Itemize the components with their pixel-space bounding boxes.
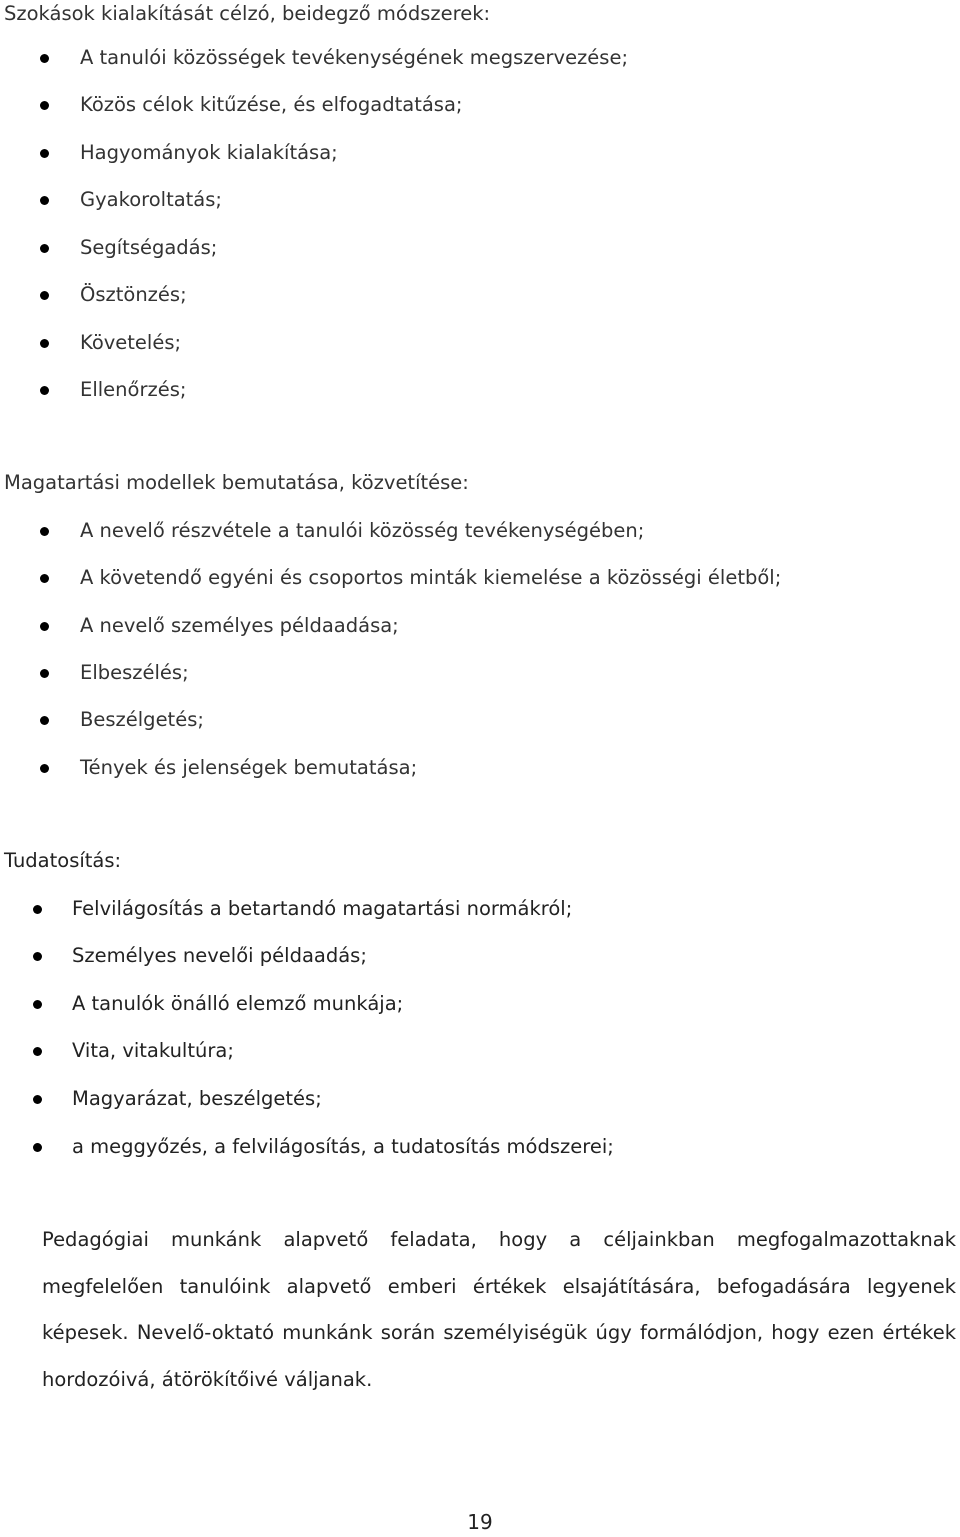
bullet-icon <box>40 527 49 536</box>
list-item-text: Gyakoroltatás; <box>80 188 222 211</box>
list-item-text: Beszélgetés; <box>80 708 204 731</box>
list-item-text: Tények és jelenségek bemutatása; <box>80 756 418 779</box>
bullet-icon <box>40 339 49 348</box>
bullet-icon <box>40 149 49 158</box>
bullet-icon <box>33 952 42 961</box>
list-item-text: Hagyományok kialakítása; <box>80 141 338 164</box>
bullet-icon <box>40 196 49 205</box>
bullet-icon <box>40 386 49 395</box>
list-item-text: A nevelő részvétele a tanulói közösség tevékenységében; <box>80 519 645 542</box>
list-item-text: Elbeszélés; <box>80 661 189 684</box>
bullet-icon <box>40 622 49 631</box>
list-item-text: A nevelő személyes példaadása; <box>80 614 399 637</box>
list-item-text: Magyarázat, beszélgetés; <box>72 1087 322 1110</box>
page-number: 19 <box>467 1510 493 1534</box>
section-heading: Tudatosítás: <box>4 849 122 872</box>
bullet-icon <box>40 291 49 300</box>
section-heading: Szokások kialakítását célzó, beidegző módszerek: <box>4 2 491 25</box>
bullet-icon <box>40 574 49 583</box>
list-item-text: Felvilágosítás a betartandó magatartási normákról; <box>72 897 573 920</box>
list-item-text: Követelés; <box>80 331 182 354</box>
bullet-icon <box>40 101 49 110</box>
list-item-text: Ösztönzés; <box>80 283 187 306</box>
bullet-icon <box>40 716 49 725</box>
list-item-text: Segítségadás; <box>80 236 218 259</box>
bullet-icon <box>40 244 49 253</box>
list-item-text: A követendő egyéni és csoportos minták kiemelése a közösségi életből; <box>80 566 782 589</box>
list-item-text: a meggyőzés, a felvilágosítás, a tudatosítás módszerei; <box>72 1135 614 1158</box>
list-item-text: Személyes nevelői példaadás; <box>72 944 367 967</box>
bullet-icon <box>33 1047 42 1056</box>
list-item-text: A tanulók önálló elemző munkája; <box>72 992 404 1015</box>
list-item-text: Közös célok kitűzése, és elfogadtatása; <box>80 93 463 116</box>
bullet-icon <box>40 54 49 63</box>
bullet-icon <box>40 669 49 678</box>
list-item-text: Vita, vitakultúra; <box>72 1039 234 1062</box>
body-paragraph: Pedagógiai munkánk alapvető feladata, hogy a céljainkban megfogalmazottaknak megfelelően tanulóink alapvető emberi értékek elsajátítására, befogadására legyenek képesek. Nevelő-oktató munkánk során személyiségük úgy formálódjon, hogy ezen értékek hordozóivá, átörökítőivé váljanak. <box>42 1228 956 1391</box>
list-item-text: A tanulói közösségek tevékenységének megszervezése; <box>80 46 629 69</box>
section-heading: Magatartási modellek bemutatása, közvetítése: <box>4 471 469 494</box>
bullet-icon <box>33 905 42 914</box>
bullet-icon <box>33 1000 42 1009</box>
bullet-icon <box>33 1143 42 1152</box>
bullet-icon <box>33 1095 42 1104</box>
bullet-icon <box>40 764 49 773</box>
list-item-text: Ellenőrzés; <box>80 378 187 401</box>
